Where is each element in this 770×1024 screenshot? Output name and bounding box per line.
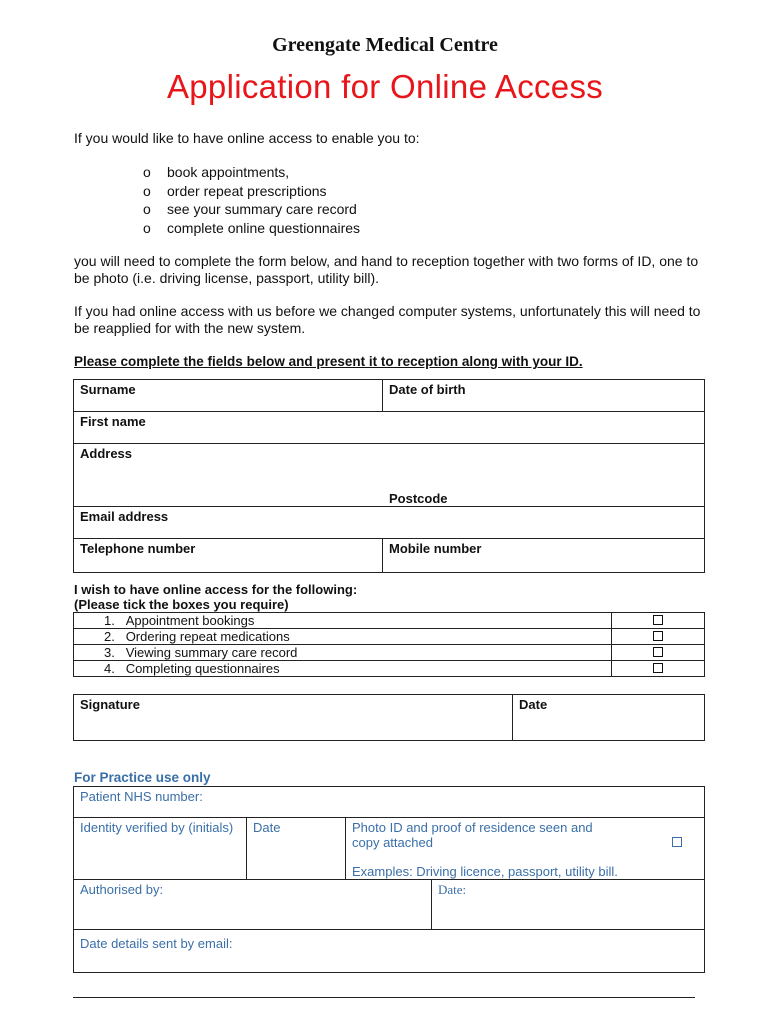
service-list xyxy=(143,163,360,237)
signature-field[interactable]: Signature xyxy=(74,695,513,741)
personal-details-table xyxy=(73,379,705,573)
dob-field[interactable]: Date of birth xyxy=(383,380,705,412)
checkbox[interactable] xyxy=(653,647,663,657)
email-field[interactable]: Email address xyxy=(74,507,705,539)
access-heading: I wish to have online access for the following: (Please tick the boxes you require) xyxy=(74,582,358,612)
photo-id-field: Photo ID and proof of residence seen and copy attached Examples: Driving licence, passport, utility bill. xyxy=(346,818,705,880)
checkbox[interactable] xyxy=(653,663,663,673)
access-options-table xyxy=(73,612,705,677)
table-row: 1. Appointment bookings xyxy=(74,613,705,629)
practice-use-table xyxy=(73,786,705,973)
checkbox[interactable] xyxy=(653,615,663,625)
page-title: Application for Online Access xyxy=(166,68,604,105)
table-row: 2. Ordering repeat medications xyxy=(74,629,705,645)
nhs-number-field[interactable]: Patient NHS number: xyxy=(74,787,705,818)
table-row: 4. Completing questionnaires xyxy=(74,661,705,677)
mobile-field[interactable]: Mobile number xyxy=(383,539,705,573)
list-item: o order repeat prescriptions xyxy=(143,182,327,199)
checkbox[interactable] xyxy=(672,837,682,847)
address-field[interactable]: Address Postcode xyxy=(74,444,705,507)
intro-paragraph-id: you will need to complete the form below, and hand to reception together with two forms of ID, one to be photo (i.e. driving license, passport, utility bill). xyxy=(74,253,699,286)
intro-lead: If you would like to have online access to enable you to: xyxy=(74,130,420,146)
practice-heading: For Practice use only xyxy=(74,770,211,785)
intro-paragraph-reapply: If you had online access with us before we changed computer systems, unfortunately this will need to be reapplied for with the new system. xyxy=(74,303,701,336)
postcode-label: Postcode xyxy=(389,491,448,506)
authorised-by-field[interactable]: Authorised by: xyxy=(74,880,432,930)
identity-date-field[interactable]: Date xyxy=(247,818,346,880)
checkbox[interactable] xyxy=(653,631,663,641)
date-sent-field[interactable]: Date details sent by email: xyxy=(74,930,705,973)
signature-table xyxy=(73,694,705,741)
signature-date-field[interactable]: Date xyxy=(513,695,705,741)
table-row: 3. Viewing summary care record xyxy=(74,645,705,661)
instruction-heading: Please complete the fields below and present it to reception along with your ID. xyxy=(74,354,583,369)
identity-verified-field[interactable]: Identity verified by (initials) xyxy=(74,818,247,880)
list-item: o see your summary care record xyxy=(143,201,357,217)
bottom-rule xyxy=(73,997,695,998)
surname-field[interactable]: Surname xyxy=(74,380,383,412)
list-item: o book appointments, xyxy=(143,164,290,180)
examples-text: Examples: Driving licence, passport, utility bill. xyxy=(352,864,618,879)
list-item: o complete online questionnaires xyxy=(143,219,361,236)
authorised-date-field[interactable]: Date: xyxy=(432,880,705,930)
org-name: Greengate Medical Centre xyxy=(272,34,498,56)
telephone-field[interactable]: Telephone number xyxy=(74,539,383,573)
first-name-field[interactable]: First name xyxy=(74,412,705,444)
